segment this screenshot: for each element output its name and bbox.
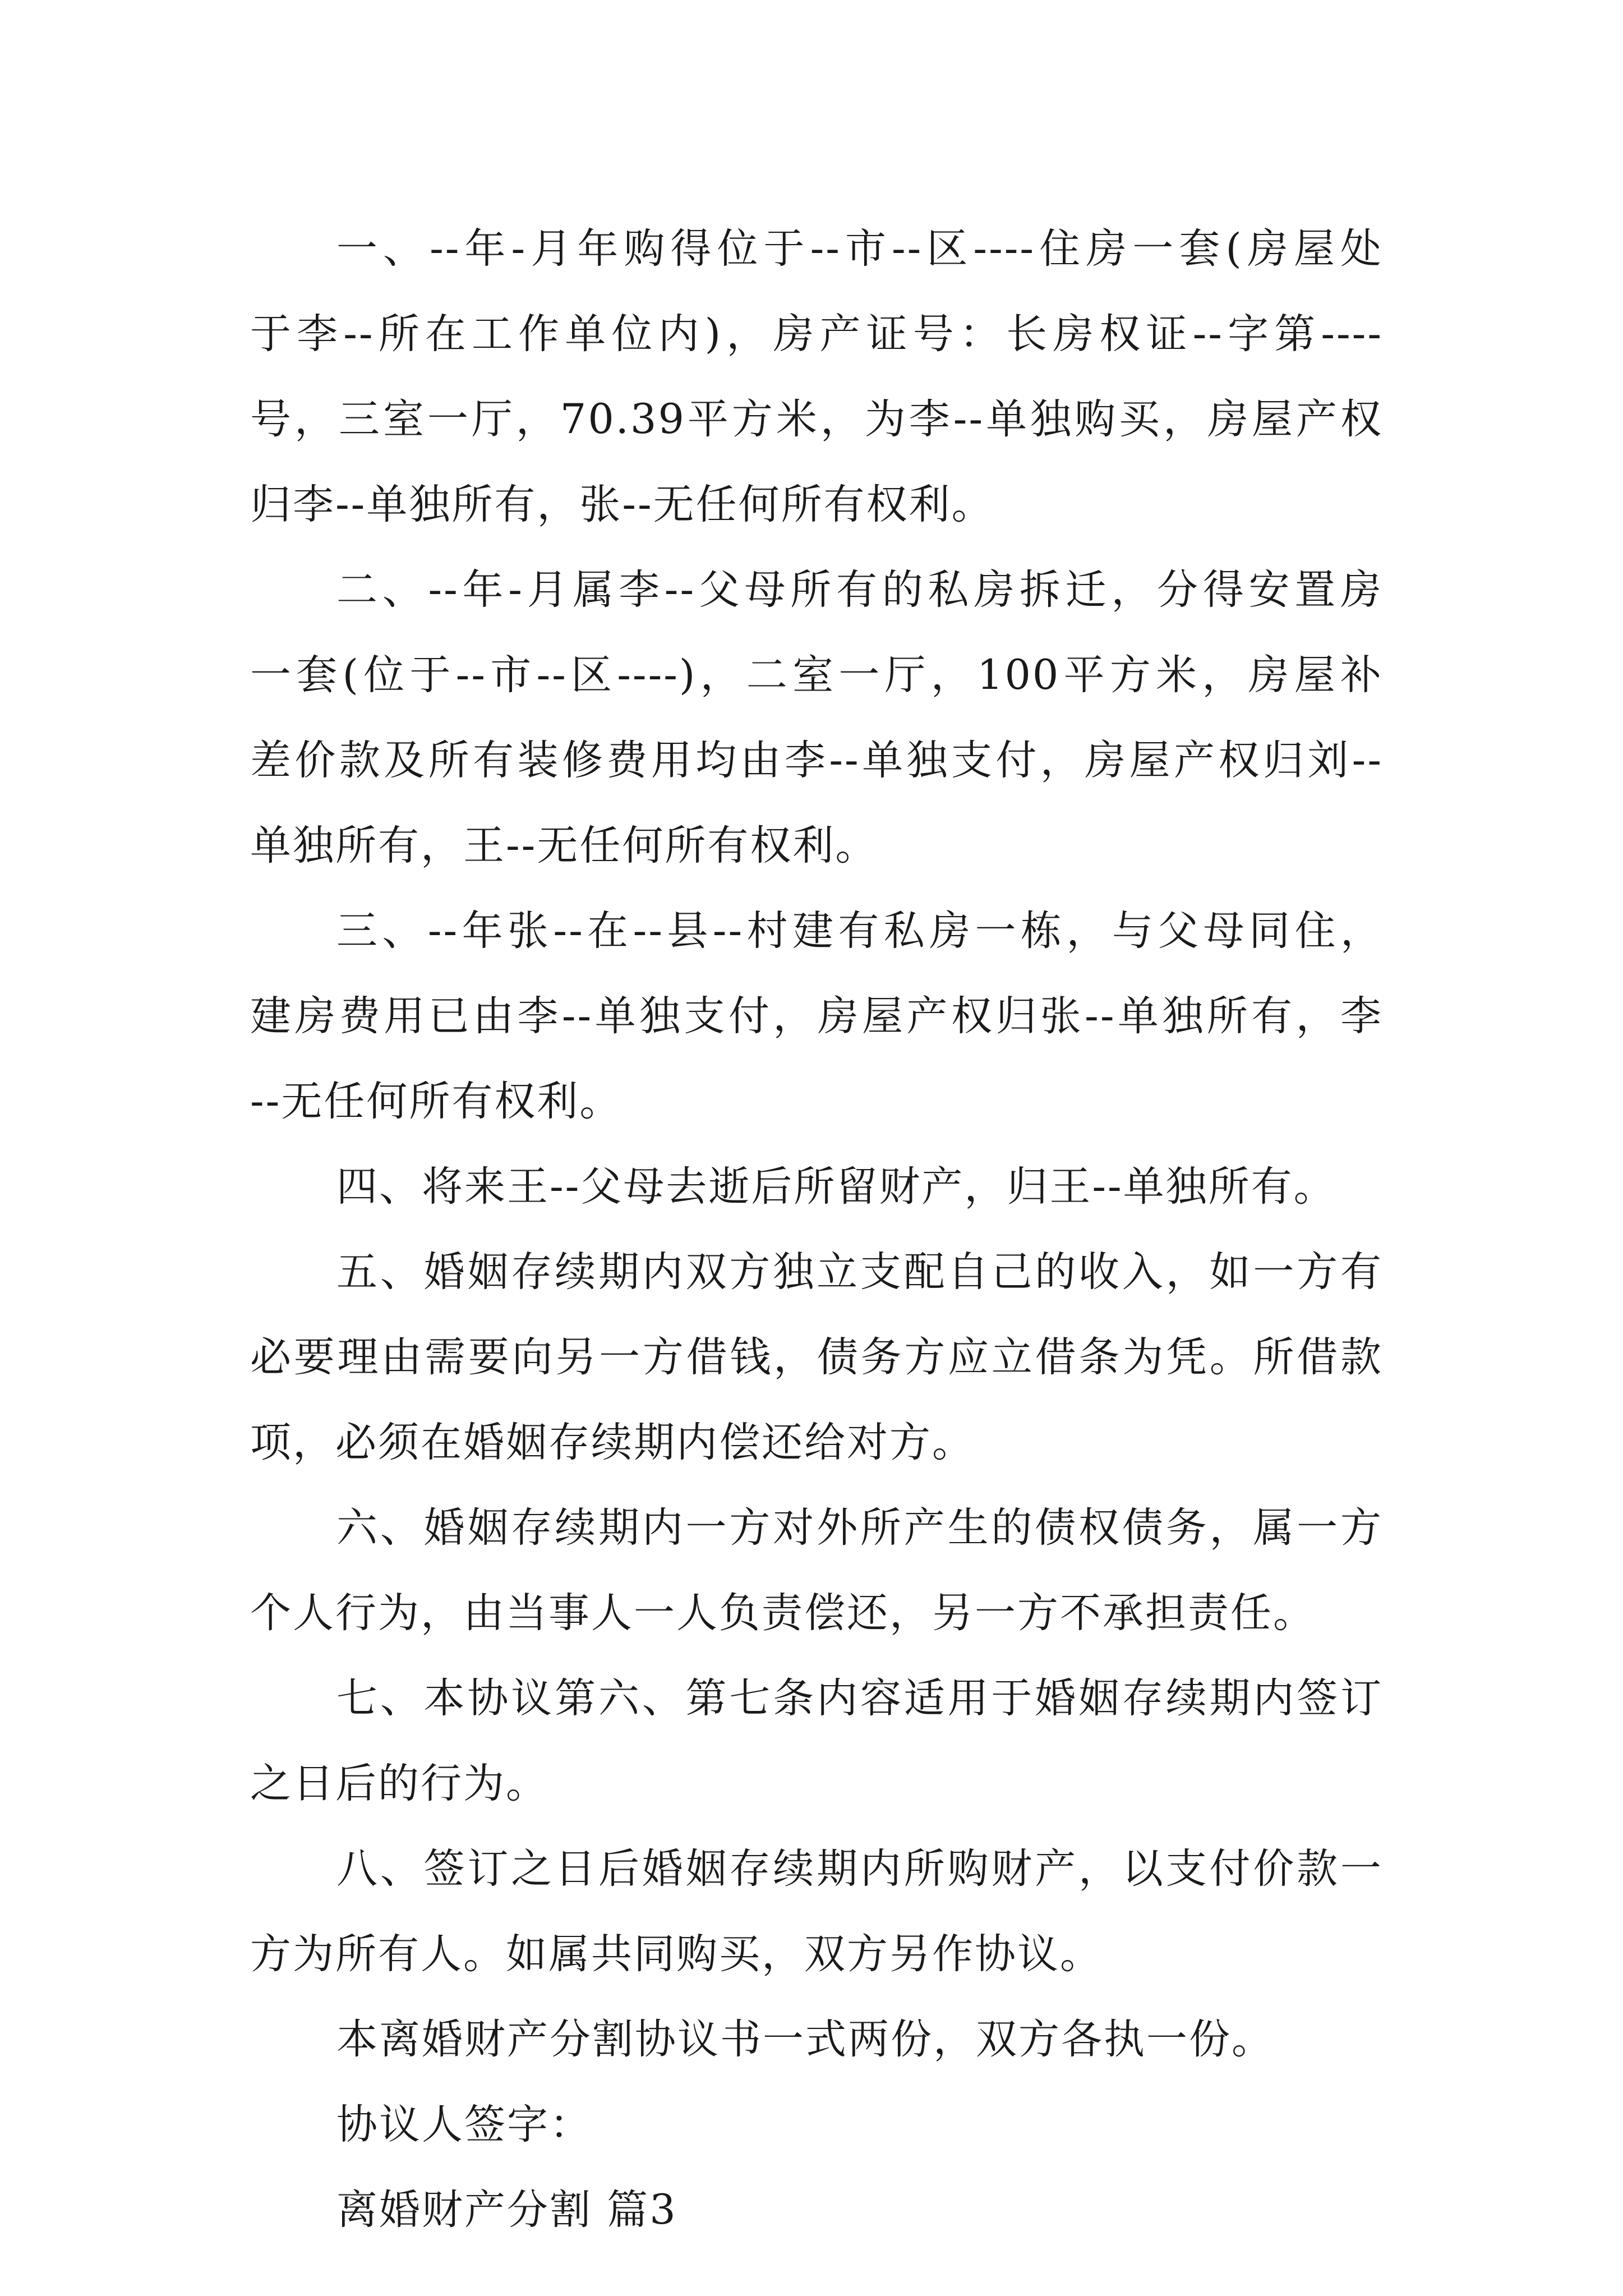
clause-8-line-2: 方为所有人。如属共同购买，双方另作协议。 — [250, 1930, 1103, 1978]
copies-note-line: 本离婚财产分割协议书一式两份，双方各执一份。 — [336, 2016, 1274, 2063]
clause-6-paragraph — [250, 1485, 1383, 1656]
clause-5-line-2: 必要理由需要向另一方借钱，债务方应立借条为凭。所借款 — [250, 1333, 1383, 1381]
clause-6-line-2: 个人行为，由当事人一人负责偿还，另一方不承担责任。 — [250, 1589, 1316, 1637]
copies-note-paragraph — [250, 1997, 1383, 2082]
clause-1-line-2: 于李--所在工作单位内)，房产证号：长房权证--字第---- — [250, 310, 1383, 358]
clause-2-line-4: 单独所有，王--无任何所有权利。 — [250, 822, 878, 869]
clause-1-line-3: 号，三室一厅，70.39平方米，为李--单独购买，房屋产权 — [250, 395, 1383, 443]
clause-3-line-3: --无任何所有权利。 — [250, 1078, 623, 1125]
clause-4-paragraph — [250, 1144, 1383, 1230]
clause-1-line-4: 归李--单独所有，张--无任何所有权利。 — [250, 481, 994, 528]
clause-1-line-1: 一、--年-月年购得位于--市--区----住房一套(房屋处 — [336, 225, 1383, 273]
document-page — [250, 206, 1383, 2253]
clause-7-paragraph — [250, 1656, 1383, 1826]
signature-label-paragraph — [250, 2082, 1383, 2168]
clause-5-line-1: 五、婚姻存续期内双方独立支配自己的收入，如一方有 — [336, 1248, 1383, 1296]
clause-3-line-2: 建房费用已由李--单独支付，房屋产权归张--单独所有，李 — [250, 992, 1383, 1040]
clause-2-line-1: 二、--年-月属李--父母所有的私房拆迁，分得安置房 — [336, 566, 1383, 614]
clause-8-paragraph — [250, 1826, 1383, 1997]
clause-5-line-3: 项，必须在婚姻存续期内偿还给对方。 — [250, 1419, 975, 1466]
clause-6-line-1: 六、婚姻存续期内一方对外所产生的债权债务，属一方 — [336, 1504, 1383, 1552]
signature-label: 协议人签字： — [336, 2101, 592, 2148]
clause-7-line-2: 之日后的行为。 — [250, 1760, 548, 1807]
clause-4-line-1: 四、将来王--父母去逝后所留财产，归王--单独所有。 — [336, 1163, 1336, 1211]
clause-7-line-1: 七、本协议第六、第七条内容适用于婚姻存续期内签订 — [336, 1674, 1383, 1722]
section-heading-paragraph — [250, 2168, 1383, 2253]
clause-3-paragraph — [250, 889, 1383, 1144]
clause-2-line-2: 一套(位于--市--区----)，二室一厅，100平方米，房屋补 — [250, 651, 1383, 699]
clause-3-line-1: 三、--年张--在--县--村建有私房一栋，与父母同住， — [336, 907, 1383, 955]
clause-2-line-3: 差价款及所有装修费用均由李--单独支付，房屋产权归刘-- — [250, 737, 1383, 784]
clause-8-line-1: 八、签订之日后婚姻存续期内所购财产，以支付价款一 — [336, 1845, 1383, 1893]
section-heading: 离婚财产分割 篇3 — [336, 2186, 677, 2234]
clause-5-paragraph — [250, 1230, 1383, 1485]
clause-1-paragraph — [250, 206, 1383, 547]
clause-2-paragraph — [250, 547, 1383, 889]
